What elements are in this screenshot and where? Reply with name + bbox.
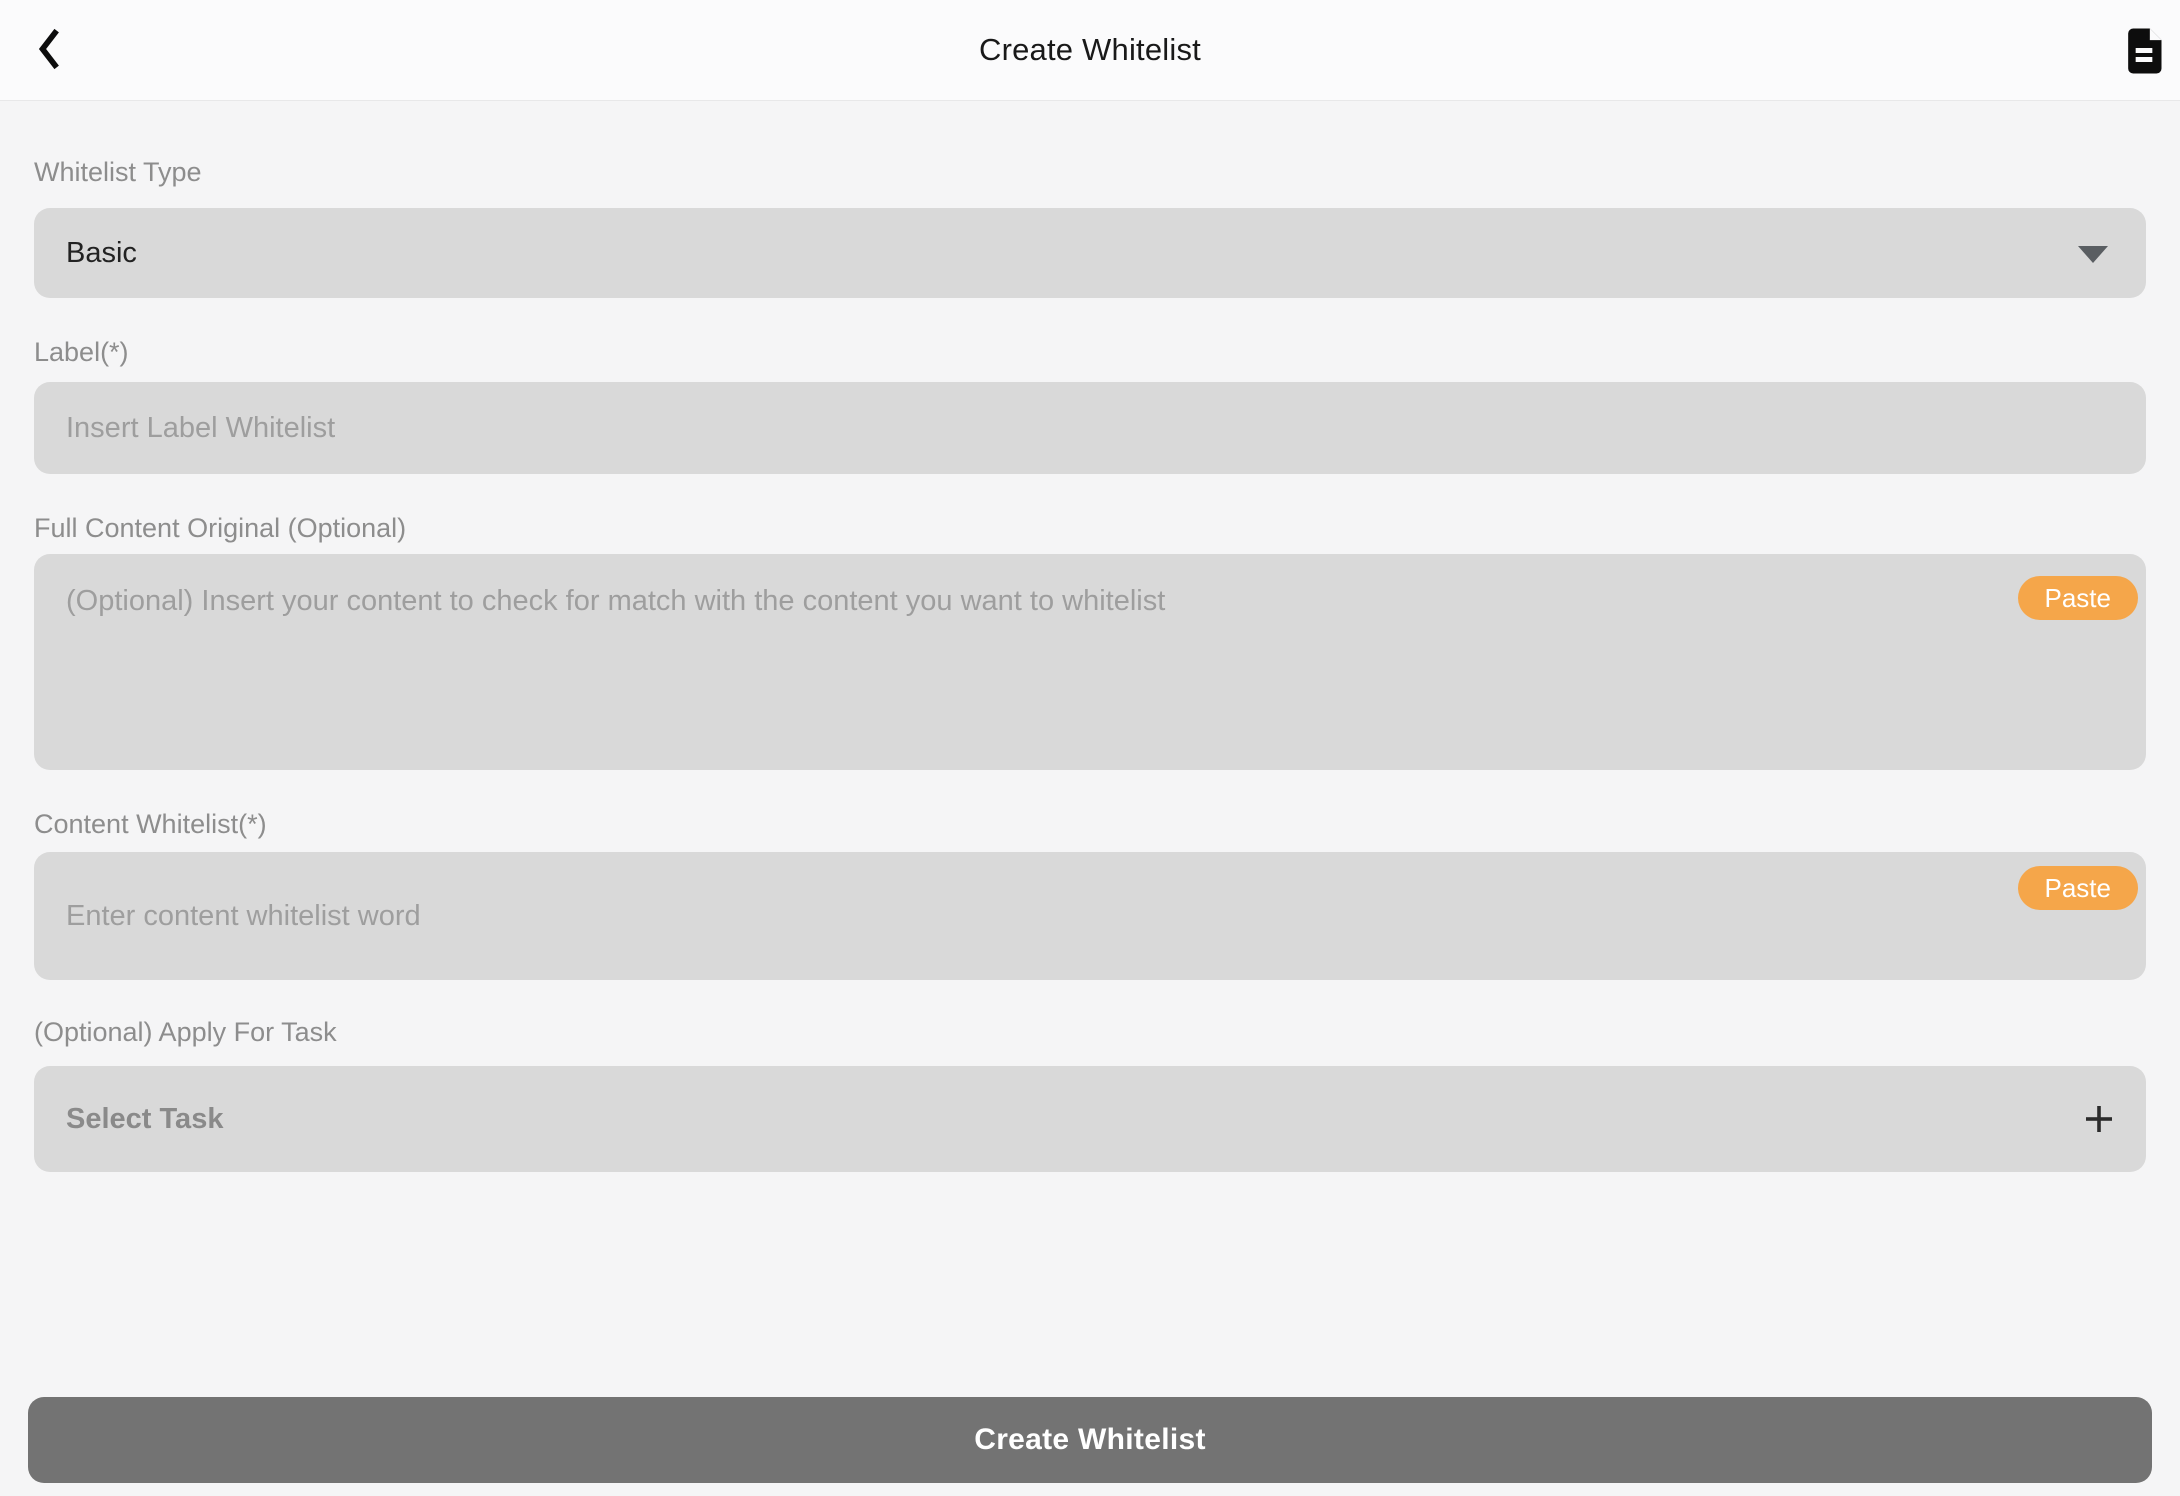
- app-bar: [0, 0, 2180, 100]
- create-whitelist-form: [0, 154, 2180, 1172]
- chevron-down-icon: [2078, 246, 2108, 263]
- select-task-row[interactable]: [34, 1066, 2146, 1172]
- full-content-label: Full Content Original (Optional): [34, 513, 407, 543]
- label-input-container: [34, 382, 2146, 474]
- paste-content-whitelist-button[interactable]: Paste: [2018, 866, 2139, 910]
- content-whitelist-container: [34, 852, 2146, 980]
- page-title: Create Whitelist: [979, 32, 1201, 67]
- label-field-label: Label(*): [34, 337, 129, 367]
- select-task-value: Select Task: [66, 1102, 224, 1135]
- content-whitelist-input[interactable]: [34, 852, 2146, 980]
- paste-full-content-button[interactable]: Paste: [2018, 576, 2139, 620]
- full-content-container: [34, 554, 2146, 770]
- full-content-textarea[interactable]: [34, 554, 2146, 770]
- document-icon: [2124, 27, 2164, 78]
- plus-icon: [2082, 1102, 2116, 1136]
- whitelist-type-label: Whitelist Type: [34, 157, 202, 187]
- create-whitelist-button[interactable]: Create Whitelist: [28, 1397, 2152, 1483]
- document-log-button[interactable]: [2116, 24, 2172, 80]
- label-input[interactable]: [34, 382, 2146, 474]
- content-whitelist-label: Content Whitelist(*): [34, 809, 267, 839]
- whitelist-type-dropdown[interactable]: [34, 208, 2146, 298]
- apply-task-label: (Optional) Apply For Task: [34, 1017, 337, 1047]
- whitelist-type-value: Basic: [66, 236, 137, 269]
